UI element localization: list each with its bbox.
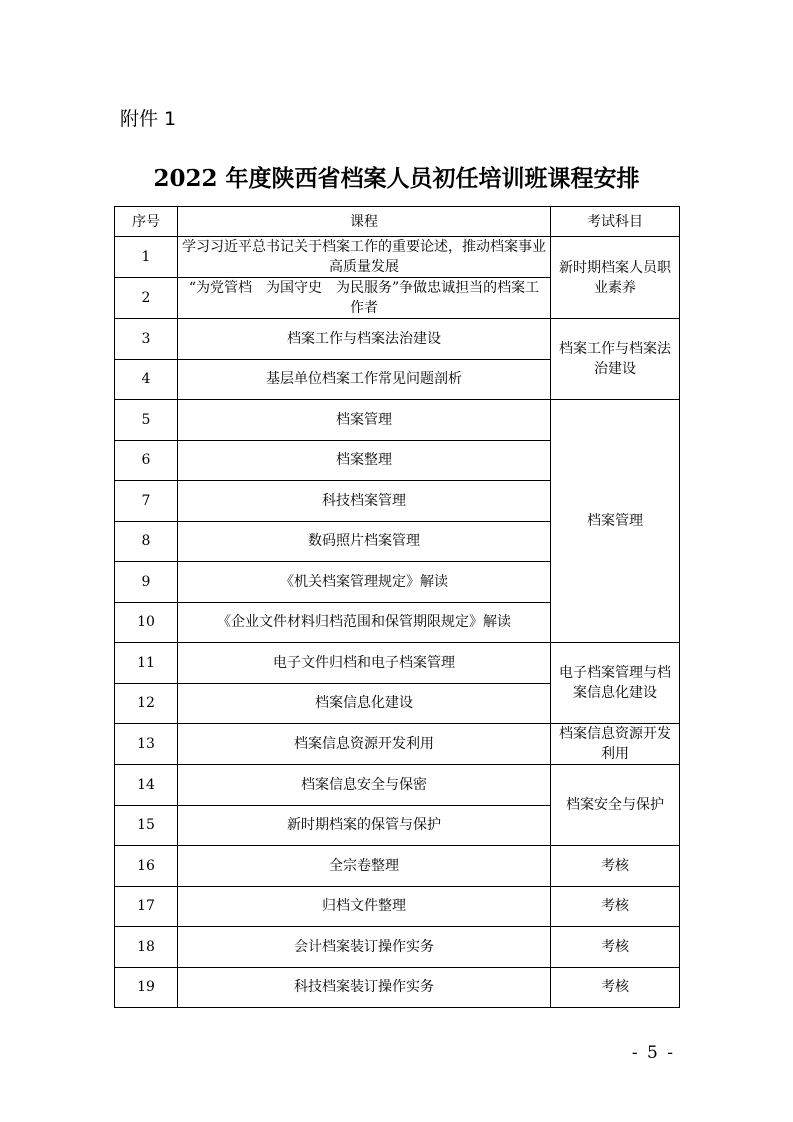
course-cell: 全宗卷整理 <box>178 846 551 887</box>
row-number: 11 <box>115 643 178 684</box>
attachment-label: 附件 1 <box>120 108 177 130</box>
subject-cell: 档案安全与保护 <box>551 765 680 846</box>
course-cell: 《机关档案管理规定》解读 <box>178 562 551 603</box>
row-number: 9 <box>115 562 178 603</box>
course-cell: 档案管理 <box>178 400 551 441</box>
row-number: 19 <box>115 967 178 1008</box>
table-row <box>115 765 680 806</box>
subject-cell: 档案信息资源开发利用 <box>551 724 680 765</box>
row-number: 13 <box>115 724 178 765</box>
table-row <box>115 643 680 684</box>
course-cell: “为党管档 为国守史 为民服务”争做忠诚担当的档案工作者 <box>178 278 551 319</box>
table-row <box>115 400 680 441</box>
course-cell: 档案信息安全与保密 <box>178 765 551 806</box>
course-cell: 会计档案装订操作实务 <box>178 927 551 968</box>
course-cell: 归档文件整理 <box>178 886 551 927</box>
course-cell: 档案信息化建设 <box>178 683 551 724</box>
subject-cell: 考核 <box>551 846 680 887</box>
subject-cell: 档案管理 <box>551 400 680 643</box>
course-schedule-table <box>114 206 680 1008</box>
page-title: 2022 年度陕西省档案人员初任培训班课程安排 <box>153 165 640 192</box>
subject-cell: 考核 <box>551 967 680 1008</box>
subject-cell: 考核 <box>551 886 680 927</box>
row-number: 1 <box>115 237 178 278</box>
course-cell: 学习习近平总书记关于档案工作的重要论述，推动档案事业高质量发展 <box>178 237 551 278</box>
course-cell: 档案整理 <box>178 440 551 481</box>
row-number: 7 <box>115 481 178 522</box>
table-row <box>115 237 680 278</box>
course-cell: 新时期档案的保管与保护 <box>178 805 551 846</box>
course-cell: 科技档案装订操作实务 <box>178 967 551 1008</box>
subject-cell: 新时期档案人员职业素养 <box>551 237 680 319</box>
subject-cell: 电子档案管理与档案信息化建设 <box>551 643 680 724</box>
row-number: 15 <box>115 805 178 846</box>
row-number: 14 <box>115 765 178 806</box>
table-header-row <box>115 207 680 237</box>
table-row <box>115 846 680 887</box>
row-number: 6 <box>115 440 178 481</box>
course-cell: 《企业文件材料归档范围和保管期限规定》解读 <box>178 602 551 643</box>
header-subject: 考试科目 <box>551 207 680 237</box>
table-row <box>115 967 680 1008</box>
row-number: 4 <box>115 359 178 400</box>
header-no: 序号 <box>115 207 178 237</box>
row-number: 3 <box>115 319 178 360</box>
row-number: 17 <box>115 886 178 927</box>
table-row <box>115 927 680 968</box>
header-course: 课程 <box>178 207 551 237</box>
table-row <box>115 886 680 927</box>
page-number: - 5 - <box>631 1043 675 1063</box>
course-cell: 档案工作与档案法治建设 <box>178 319 551 360</box>
row-number: 8 <box>115 521 178 562</box>
course-cell: 电子文件归档和电子档案管理 <box>178 643 551 684</box>
row-number: 18 <box>115 927 178 968</box>
table-row <box>115 319 680 360</box>
course-cell: 基层单位档案工作常见问题剖析 <box>178 359 551 400</box>
subject-cell: 考核 <box>551 927 680 968</box>
row-number: 2 <box>115 278 178 319</box>
course-cell: 科技档案管理 <box>178 481 551 522</box>
course-cell: 档案信息资源开发利用 <box>178 724 551 765</box>
row-number: 10 <box>115 602 178 643</box>
row-number: 5 <box>115 400 178 441</box>
row-number: 16 <box>115 846 178 887</box>
row-number: 12 <box>115 683 178 724</box>
table-row <box>115 724 680 765</box>
subject-cell: 档案工作与档案法治建设 <box>551 319 680 400</box>
course-cell: 数码照片档案管理 <box>178 521 551 562</box>
